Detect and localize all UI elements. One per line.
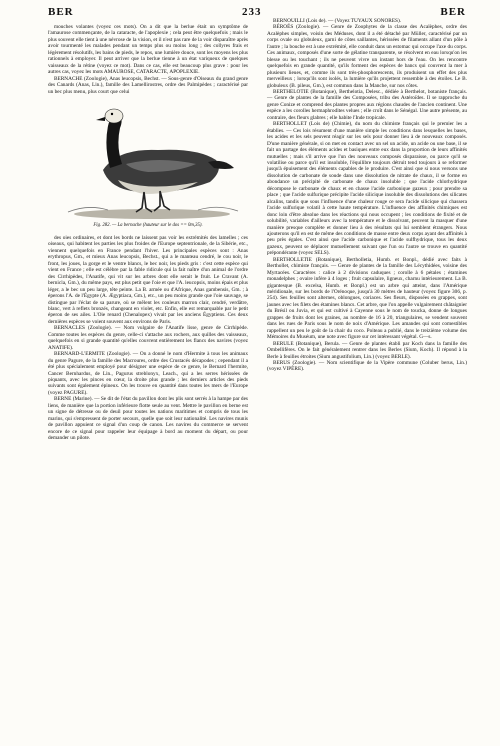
header-left: BER [48, 6, 74, 18]
paragraph: des oies ordinaires, et dont les bords ne laissent pas voir les extrémités des lamelles ; ces oiseaux, qui habitent les parties les plus froides de l'Europe septentrionale, de la Sibérie, etc., viennent quelquefois en France pendant l'hiver. Les principales espèces sont : Anas erythropus, Gm., et mieux Anas leucopsis, Bechst., qui a le manteau cendré, le cou noir, le front, les joues, la gorge et le ventre blancs, le bec noir, les pieds gris : c'est cette espèce qui vient en France ; elle est célèbre par la fable ridicule qui la fait naître d'un animal de l'ordre des Cirrhipèdes, l'Anatife, qui vit sur les arbres dont elle serait le fruit. Le Cravant (A. bernicla, Gm.), du même pays, est plus petit que l'oie et que l'A. leucopsis, moins épais et plus léger, a le bec un peu large, tête peinte. La B. armée ou d'Afrique, Anas gambensis, Gm. ; à éperons l'A. de l'Égypte (A. Ægyptiaca, Gm.), etc., un peu moins grande que l'oie sauvage, se distingue par l'éclat de sa parure, où se mêlent les couleurs marron clair, cendré, verdâtre, blanc, vert à reflets bronzés, changeant en violet, etc. Enfin, elle est remarquable par le petit éperon de ses ailes. L'Oie renard (Chenalopex) vivait par les anciens Égyptiens. Ces deux dernières espèces se voient souvent aux environs de Paris. [48, 234, 248, 325]
paragraph: mouches volantes (voyez ces mots). On a dit que la berlue était un symptôme de l'amaurose commençante, de la cataracte, de l'apoplexie ; cela peut être quelquefois ; mais le plus souvent elle tient à une névrose de la vision, et il n'est pas rare de la voir disparaître après avoir tourmenté les malades pendant un temps plus ou moins long ; des collyres frais et légèrement résolutifs, les bains de pieds, le repos, une lumière douce, sont les moyens les plus rationnels à employer. Il peut arriver que la berlue tienne à un état variqueux de quelques vaisseaux de la rétine (voyez ce mot). Dans ce cas, elle est beaucoup plus grave : pour les autres cas, voyez les mots AMAUROSE, CATARACTE, APOPLEXIE. [48, 24, 248, 76]
page-number: 233 [242, 6, 262, 18]
paragraph: BÉROÉS (Zoologie). — Genre de Zoophytes de la classe des Acalèphes, ordre des Acalèphes simples, voisin des Méduses, dont il a été détaché par Müller, caractérisé par un corps ovale ou globuleux, garni de côtes saillantes, hérissées de filaments allant d'un pôle à l'autre ; la bouche est à une extrémité, elle conduit dans un estomac qui occupe l'axe du corps. Ces animaux, composés d'une sorte de gélatine transparente, se résolvent en eau lorsqu'on les blesse ou les touchant ; ils ne peuvent vivre un instant hors de l'eau. On les rencontre quelquefois en grande quantité, qu'ils forment des espèces de bancs qui couvrent la mer à plusieurs lieues, et, comme ils sont très-phosphorescents, ils produisent un effet des plus merveilleux ; lorsqu'ils sont isolés, la lumière qu'ils projettent ressemble à des étoiles. Le B. globuleux (B. pileus, Gm.), est commun dans la Manche, sur nos côtes. [267, 24, 467, 89]
paragraph: BERNE (Marine). — Se dit de l'état du pavillon dont les plis sont serrés à la hampe par des liens, de manière que la portion inférieure flotte seule au vent. Mettre le pavillon en berne est un signe de détresse ou de deuil pour toutes les nations maritimes et compris de tous les marins, qui s'empressent de porter secours, quelle que soit leur nationalité. Les navires munis de pavillon appuient ce signal d'un coup de canon. Les navires du commerce se servent encore de ce signal pour rappeler leur équipage à bord au moment du départ, ou pour demander un pilote. [48, 396, 248, 442]
figure-caption: Fig. 282. — La bernache (hauteur sur le dos == 0m,35). [93, 222, 203, 228]
goose-legs [136, 192, 152, 212]
left-column [48, 24, 248, 441]
bernache-illustration [48, 98, 248, 222]
header-right: BER [440, 6, 466, 18]
paragraph: BERNARD-L'ERMITE (Zoologie). — On a donné le nom d'Hermite à tous les animaux du genre Pagure, de la famille des Macroures, ordre des Crustacés décapodes ; cependant il a été plus spécialement employé pour désigner une espèce de ce genre, le Bernard l'hermite, Cancer Bernhardus, de Lin., Pagurus streblonyx, Leach., qui a les serres hérissées de piquants, avec les pinces en cœur, la droite plus grande ; les derniers articles des pieds suivants sont également épineux. On les trouve en quantité dans toutes les mers de l'Europe (voyez PAGURE). [48, 351, 248, 396]
goose-bill [96, 117, 105, 121]
ground-shadow [74, 209, 230, 219]
goose-eye [111, 113, 113, 115]
goose-legs [154, 191, 170, 211]
goose-figure [48, 98, 248, 232]
paragraph: BERNACHE (Zoologie), Anas leucopsis, Bechst. — Sous-genre d'Oiseaux du grand genre des Canards (Anas, Lin.), famille des Lamellirostres, ordre des Palmipèdes ; caractérisé par un bec plus menu, plus court que celui [48, 75, 248, 95]
paragraph: BERTHOLLETIE (Botanique), Bertholletia, Humb. et Bonpl., dédié avec faits à Berthollet, chimiste français. — Genre de plantes de la famille des Lécythidées, voisine des Myrtacées. Caractères : calice à 2 divisions caduques ; corolle à 6 pétales ; étamines monadelphes ; ovaire infère à 4 loges ; fruit capsulaire, ligneux, charnu intérieurement. La B. gigantesque (B. excelsa, Humb. et Bonpl.) est un arbre qui atteint, dans l'Amérique méridionale, sur les bords de l'Orénoque, jusqu'à 30 mètres de hauteur (voyez figure 306, p. 254). Ses feuilles sont alternes, oblongues, coriaces. Ses fleurs, disposées en grappes, sont jaunes avec les filets des étamines blancs. Cet arbre, que l'on appelle vulgairement châtaignier du Brésil ou Juvia, et qui est cultivé à Cayenne sous le nom de toucka, donne de longues grappes de fruits dont les graines, au nombre de 16 à 20, triangulaires, se vendent souvent dans les rues de Paris sous le nom de noix d'Amérique. Les amandes qui sont comestibles rappellent un peu le goût de la chair du coco. Poiteau a publié, dans le treizième volume des Mémoires du Muséum, une note avec figure sur cet intéressant végétal. G—s. [267, 256, 467, 341]
paragraph: BERUS (Zoologie). — Nom scientifique de la Vipère commune (Coluber berus, Lin.) (voyez VIPÈRE). [267, 360, 467, 373]
paragraph: BERULE (Botanique), Berula. — Genre de plantes établi par Koch dans la famille des Ombellifères. On le fait généralement rentrer dans les Berles (Sium, Koch). Il répond à la Berle à feuilles étroites (Sium angustifolium, Lin.) (voyez BERLE). [267, 340, 467, 360]
paragraph: BERTHELOTIE (Botanique), Berthelotia, Delesc., dédiée à Berthelot, botaniste français. — Genre de plantes de la famille des Composées, tribu des Astéroïdes. Il se rapproche du genre Conize et comprend des plantes propres aux régions chaudes de l'ancien continent. Une espèce a les corolles hermaphrodites velues ; elle croît dans le Sénégal. Une autre présente, au contraire, des fleurs glabres ; elle habite l'Inde tropicale. [267, 88, 467, 121]
paragraph: BERNOUILLI (Lois de). — (Voyez TUYAUX SONORES). [273, 18, 402, 24]
right-column [267, 18, 467, 373]
goose-head [105, 109, 123, 123]
paragraph: BERTHOLLET (Lois de) (Chimie), du nom du chimiste français qui le premier les a établies. — Ces lois résument d'une manière simple les conditions dans lesquelles les bases, les acides et les sels peuvent réagir sur les sels pour donner lieu à de nouveaux composés. D'une manière générale, si on met en contact avec un sel un acide, un acide ou une base, il se fait un partage des éléments acides et basiques entre eux dans la proportion de leurs affinités mutuelles ; mais s'il arrive que l'un des nouveaux composés disparaisse, ou parce qu'il se volatilise ou parce qu'il est insoluble, l'équilibre toujours détruit tend toujours à se reformer jusqu'à épuisement des éléments capables de le produire. C'est ainsi que si nous versons une dissolution de carbonate de soude dans une dissolution de nitrate de chaux, il se forme en abondance un précipité de carbonate de chaux insoluble ; que l'acide chlorhydrique décompose le carbonate de chaux et en chasse l'acide carbonique gazeux ; pour prendre sa place ; que l'acide sulfurique précipite l'acide silicique insoluble des dissolutions des silicates alcalins, tandis que sous l'influence d'une chaleur rouge ce sera l'acide silicique qui chassera l'acide sulfurique volatil à cette haute température. L'influence des affinités chimiques est donc loin d'être absolue dans les réactions qui nous occupent ; les conditions de fixité et de solubilité, variables d'ailleurs avec la température et le dissolvant, peuvent la masquer d'une manière presque complète et donner lieu à des résultats qui lui semblent étrangers. Nous ajouterons qu'il en est de même des conditions de masse entre deux corps ayant des affinités à peu près égales. C'est ainsi que l'acide carbonique et l'acide sulfhydrique, tous les deux gazeux, peuvent se déplacer mutuellement suivant que l'un ou l'autre se trouve en quantité prépondérante (voyez SELS). [267, 121, 467, 257]
paragraph: BERNACLES (Zoologie). — Nom vulgaire de l'Anatife lisse, genre de Cirrhipède. Comme toutes les espèces du genre, celle-ci s'attache aux rochers, aux quilles des vaisseaux, quelquefois en si grande quantité qu'elles couvrent entièrement les flancs des navires (voyez ANATIFE). [48, 325, 248, 351]
